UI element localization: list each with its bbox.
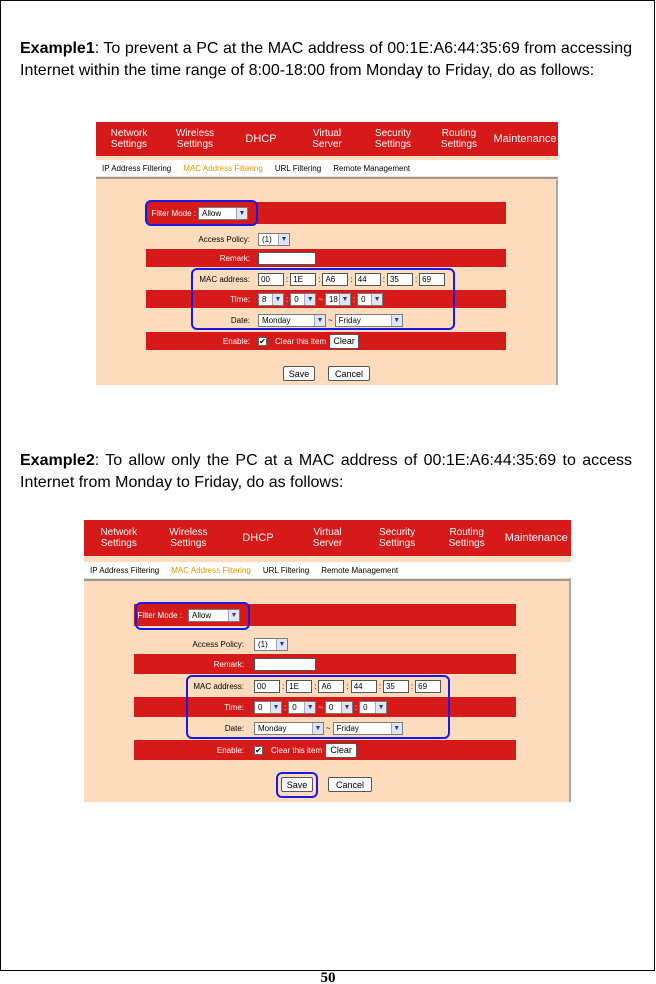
nav-routing-settings[interactable]: Routing Settings xyxy=(448,527,485,549)
chevron-down-icon: ▼ xyxy=(312,723,323,734)
mac-separator: : xyxy=(378,681,381,691)
nav-network-settings[interactable]: Network Settings xyxy=(110,128,148,150)
mac-address-label: MAC address: xyxy=(199,274,250,284)
chevron-down-icon: ▼ xyxy=(304,702,315,713)
mac-octet-3-input[interactable]: A6 xyxy=(322,273,348,286)
date-label: Date: xyxy=(230,315,250,325)
mac-octet-6-input[interactable]: 69 xyxy=(415,680,441,693)
enable-row xyxy=(146,332,506,350)
save-button[interactable]: Save xyxy=(281,777,313,792)
tab-ip-address-filtering[interactable]: IP Address Filtering xyxy=(102,163,172,173)
nav-virtual-server[interactable]: Virtual Server xyxy=(312,527,343,549)
access-policy-label: Access Policy: xyxy=(192,639,244,649)
time-label: Time: xyxy=(230,294,250,304)
chevron-down-icon: ▼ xyxy=(278,234,289,245)
tab-mac-address-filtering[interactable]: MAC Address Filtering xyxy=(171,565,251,575)
sub-nav-divider xyxy=(84,579,571,581)
filter-mode-value: Allow xyxy=(192,610,212,620)
remark-label: Remark: xyxy=(219,253,250,263)
time-range-separator: ~ xyxy=(318,294,323,304)
highlight-filter-mode xyxy=(135,602,250,630)
chevron-down-icon: ▼ xyxy=(236,208,247,219)
filter-mode-label: Filter Mode : xyxy=(151,208,196,218)
nav-wireless-settings[interactable]: Wireless Settings xyxy=(169,527,208,549)
chevron-down-icon: ▼ xyxy=(375,702,386,713)
mac-octet-5-input[interactable]: 35 xyxy=(387,273,413,286)
nav-dhcp[interactable]: DHCP xyxy=(245,132,277,145)
mac-octet-5-input[interactable]: 35 xyxy=(383,680,409,693)
nav-security-settings[interactable]: Security Settings xyxy=(374,128,412,150)
time-from-minute-value: 0 xyxy=(292,702,297,712)
highlight-mac-time-date xyxy=(191,268,455,330)
enable-checkbox[interactable]: ✔ xyxy=(259,336,266,346)
chevron-down-icon: ▼ xyxy=(391,723,402,734)
access-policy-row xyxy=(134,635,516,653)
chevron-down-icon: ▼ xyxy=(304,294,315,305)
date-to-value: Friday xyxy=(338,315,361,325)
example1-text: : To prevent a PC at the MAC address of 00:1E:A6:44:35:69 from accessing Internet within the time range of 8:00-18:00 from Monday to Friday, do as follows: xyxy=(20,40,632,79)
access-policy-value: (1) xyxy=(258,639,268,649)
remark-row xyxy=(146,249,506,267)
time-to-hour-value: 0 xyxy=(328,702,334,712)
chevron-down-icon: ▼ xyxy=(371,294,382,305)
mac-octet-4-input[interactable]: 44 xyxy=(351,680,377,693)
enable-label: Enable: xyxy=(222,336,250,346)
chevron-down-icon: ▼ xyxy=(276,639,287,650)
time-from-minute-value: 0 xyxy=(294,294,299,304)
date-label: Date: xyxy=(224,723,244,733)
chevron-down-icon: ▼ xyxy=(341,702,352,713)
highlight-save-button xyxy=(276,772,318,798)
cancel-button[interactable]: Cancel xyxy=(328,366,370,381)
tab-url-filtering[interactable]: URL Filtering xyxy=(262,565,310,575)
remark-input[interactable] xyxy=(254,658,316,671)
time-separator: : xyxy=(284,702,287,712)
enable-label: Enable: xyxy=(216,745,244,755)
mac-separator: : xyxy=(350,274,353,284)
example2-heading: Example2 xyxy=(20,452,95,469)
access-policy-label: Access Policy: xyxy=(198,234,250,244)
mac-separator: : xyxy=(318,274,321,284)
top-nav xyxy=(84,520,571,556)
mac-separator: : xyxy=(410,681,414,691)
time-separator: : xyxy=(286,294,289,304)
router-screenshot-1 xyxy=(96,122,558,385)
nav-network-settings[interactable]: Network Settings xyxy=(100,527,138,549)
tab-ip-address-filtering[interactable]: IP Address Filtering xyxy=(90,565,160,575)
access-policy-value: (1) xyxy=(262,234,272,244)
enable-checkbox[interactable]: ✔ xyxy=(255,745,262,755)
mac-octet-6-input[interactable]: 69 xyxy=(419,273,445,286)
mac-octet-4-input[interactable]: 44 xyxy=(355,273,381,286)
clear-button[interactable]: Clear xyxy=(325,743,357,758)
mac-separator: : xyxy=(382,274,385,284)
time-separator: : xyxy=(352,294,356,304)
tab-remote-management[interactable]: Remote Management xyxy=(321,565,399,575)
chevron-down-icon: ▼ xyxy=(391,315,402,326)
mac-separator: : xyxy=(414,274,418,284)
access-policy-select[interactable] xyxy=(254,638,288,651)
nav-dhcp[interactable]: DHCP xyxy=(242,531,274,544)
filter-mode-label: Filter Mode : xyxy=(137,610,182,620)
example2-paragraph xyxy=(20,450,632,494)
remark-label: Remark: xyxy=(213,659,244,669)
access-policy-select[interactable] xyxy=(258,233,290,246)
nav-virtual-server[interactable]: Virtual Server xyxy=(312,128,342,150)
page-number: 50 xyxy=(320,970,336,984)
time-to-minute-value: 0 xyxy=(363,702,368,712)
mac-octet-1-input[interactable]: 00 xyxy=(258,273,284,286)
clear-item-label: Clear this item xyxy=(271,745,323,755)
nav-wireless-settings[interactable]: Wireless Settings xyxy=(175,128,215,150)
mac-octet-1-input[interactable]: 00 xyxy=(254,680,280,693)
mac-separator: : xyxy=(346,681,349,691)
date-from-value: Monday xyxy=(262,315,291,325)
chevron-down-icon: ▼ xyxy=(339,294,350,305)
top-nav xyxy=(96,122,558,156)
date-range-separator: ~ xyxy=(326,723,331,733)
tab-url-filtering[interactable]: URL Filtering xyxy=(274,163,322,173)
sub-nav-divider xyxy=(96,177,558,179)
chevron-down-icon: ▼ xyxy=(228,610,239,621)
nav-routing-settings[interactable]: Routing Settings xyxy=(440,128,478,150)
date-to-value: Friday xyxy=(336,723,359,733)
time-from-hour-value: 8 xyxy=(262,294,267,304)
time-separator: : xyxy=(354,702,358,712)
mac-octet-2-input[interactable]: 1E xyxy=(290,273,316,286)
nav-security-settings[interactable]: Security Settings xyxy=(379,527,416,549)
access-policy-row xyxy=(146,230,506,248)
highlight-filter-mode xyxy=(145,200,258,226)
save-button[interactable]: Save xyxy=(283,366,315,381)
example1-heading: Example1 xyxy=(20,40,95,57)
date-range-separator: ~ xyxy=(328,315,333,325)
scrollbar-edge xyxy=(556,180,558,385)
time-label: Time: xyxy=(224,702,244,712)
mac-separator: : xyxy=(314,681,317,691)
highlight-mac-time-date xyxy=(186,675,450,739)
router-screenshot-2 xyxy=(84,520,571,802)
sub-nav xyxy=(84,562,571,578)
mac-octet-2-input[interactable]: 1E xyxy=(286,680,312,693)
clear-button[interactable]: Clear xyxy=(329,334,359,349)
remark-input[interactable] xyxy=(258,252,316,265)
chevron-down-icon: ▼ xyxy=(272,294,283,305)
enable-row xyxy=(134,740,516,760)
time-range-separator: ~ xyxy=(318,702,323,712)
chevron-down-icon: ▼ xyxy=(270,702,281,713)
clear-item-label: Clear this item xyxy=(275,336,327,346)
nav-maintenance[interactable]: Maintenance xyxy=(493,132,557,145)
example1-paragraph xyxy=(20,38,632,82)
date-from-value: Monday xyxy=(258,723,287,733)
time-to-hour-value: 18 xyxy=(328,294,338,304)
filter-mode-value: Allow xyxy=(202,208,222,218)
mac-address-label: MAC address: xyxy=(193,681,244,691)
mac-separator: : xyxy=(282,681,285,691)
mac-separator: : xyxy=(286,274,289,284)
chevron-down-icon: ▼ xyxy=(314,315,325,326)
tab-remote-management[interactable]: Remote Management xyxy=(333,163,411,173)
time-from-hour-value: 0 xyxy=(258,702,263,712)
example2-text: : To allow only the PC at a MAC address of 00:1E:A6:44:35:69 to access Internet from Monday to Friday, do as follows: xyxy=(20,452,632,491)
scrollbar-edge xyxy=(569,578,571,802)
tab-mac-address-filtering[interactable]: MAC Address Filtering xyxy=(183,163,263,173)
time-to-minute-value: 0 xyxy=(361,294,366,304)
nav-maintenance[interactable]: Maintenance xyxy=(504,531,568,544)
mac-octet-3-input[interactable]: A6 xyxy=(318,680,344,693)
remark-row xyxy=(134,654,516,674)
cancel-button[interactable]: Cancel xyxy=(328,777,372,792)
sub-nav xyxy=(96,160,558,176)
